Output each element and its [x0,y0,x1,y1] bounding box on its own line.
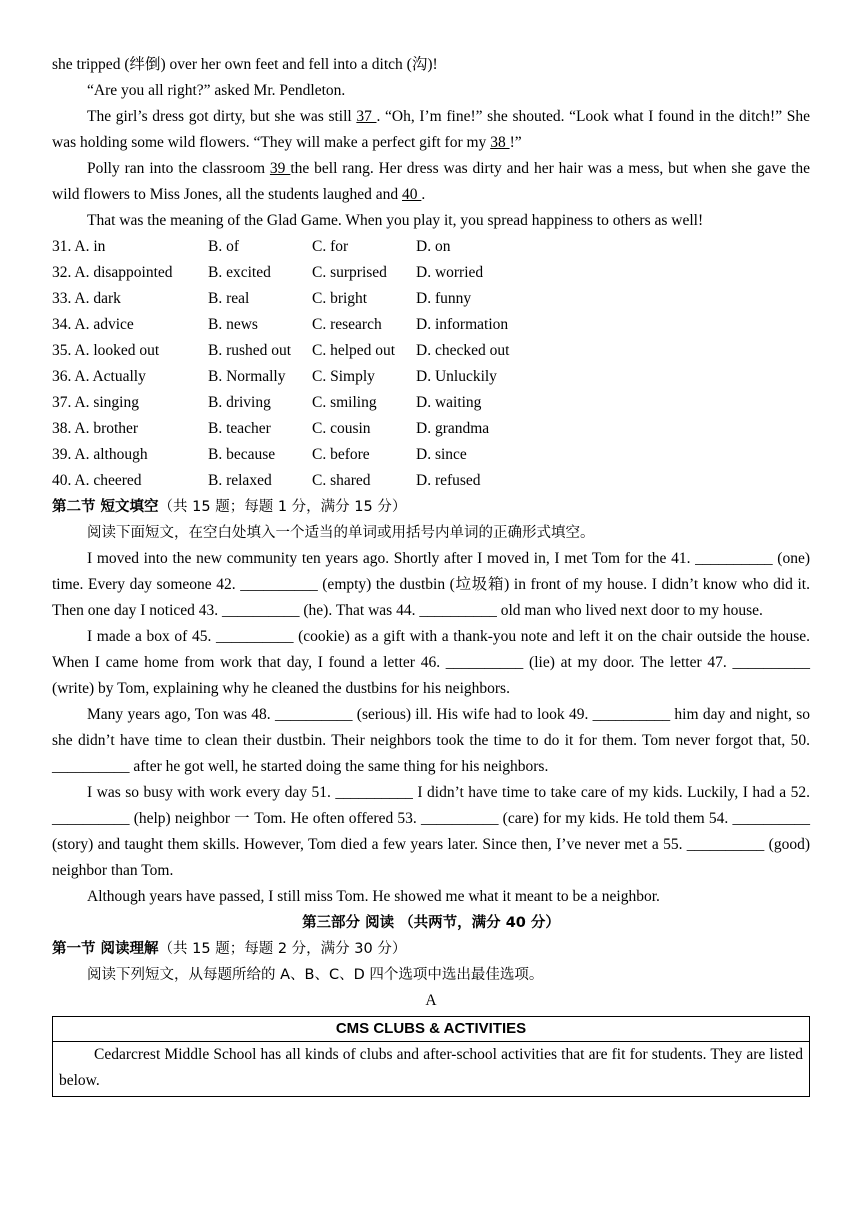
option: D. on [416,238,451,255]
clubs-table-intro: Cedarcrest Middle School has all kinds of clubs and after-school activities that are fit for students. They are listed below. [53,1042,810,1097]
option: C. helped out [312,342,396,359]
option: D. waiting [416,394,482,411]
section-note: （共 15 题；每题 2 分，满分 30 分） [158,941,407,957]
option: 35. A. looked out [52,342,160,359]
story-text: . “Oh, I’m fine!” she shouted. “Look what I found in the ditch!” She was holding some wild flowers. “They will make a perfect gift for my [52,108,810,151]
cloze-paragraph-1: I moved into the new community ten years ago. Shortly after I moved in, I met Tom for the 41. __________ (one) time. Every day someone 42. __________ (empty) the dustbin (垃圾箱) in front of my house. I didn’t know who did it. Then one day I noticed 43. __________ (he). That was 44. __________ old man who lived next door to my house. [52,550,810,619]
section-2-instruction: 阅读下面短文，在空白处填入一个适当的单词或用括号内单词的正确形式填空。 [87,525,595,541]
option-row-32 [52,260,810,286]
option: C. Simply [312,368,375,385]
option-row-38 [52,416,810,442]
option: D. since [416,446,467,463]
story-text: The girl’s dress got dirty, but she was still [87,108,357,125]
option-row-34 [52,312,810,338]
story-line-1: she tripped (绊倒) over her own feet and fell into a ditch (沟)! [52,56,438,73]
blank-37: 37 [356,108,377,125]
option: C. for [312,238,349,255]
option: B. rushed out [208,342,292,359]
option: B. of [208,238,239,255]
option: C. bright [312,290,368,307]
option: 37. A. singing [52,394,139,411]
option: C. smiling [312,394,377,411]
option: B. real [208,290,250,307]
option-row-40 [52,468,810,494]
blank-39: 39 [269,160,291,177]
option: C. cousin [312,420,371,437]
cloze-paragraph-4: I was so busy with work every day 51. __________ I didn’t have time to take care of my kids. Luckily, I had a 52. __________ (help) neighbor 一 Tom. He often offered 53. __________ (care) for my kids. He told them 54. __________ (story) and taught them skills. However, Tom died a few years later. Since then, I’ve never met a 55. __________ (good) neighbor than Tom. [52,784,810,879]
cloze-paragraph-3: Many years ago, Ton was 48. __________ (serious) ill. His wife had to look 49. __________ him day and night, so she didn’t have time to clean their dustbin. Their neighbors took the time to do it for them. Tom never forgot that, 50. __________ after he got well, he started doing the same thing for his neighbors. [52,706,810,775]
option: B. Normally [208,368,286,385]
option-row-33 [52,286,810,312]
section-title: 第二节 短文填空 [52,499,159,515]
passage-label: A [425,992,437,1009]
cloze-paragraph-5: Although years have passed, I still miss Tom. He showed me what it meant to be a neighbor. [87,888,660,905]
option: 32. A. disappointed [52,264,173,281]
story-text: !” [509,134,522,151]
option: D. Unluckily [416,368,497,385]
section-note: （共 15 题；每题 1 分，满分 15 分） [158,499,407,515]
option: B. excited [208,264,271,281]
option-row-36 [52,364,810,390]
blank-38: 38 [490,134,510,151]
story-paragraph-3 [52,104,810,156]
option: 36. A. Actually [52,368,146,385]
option: D. worried [416,264,484,281]
option: 40. A. cheered [52,472,142,489]
clubs-table-title: CMS CLUBS & ACTIVITIES [53,1017,810,1042]
story-text: Polly ran into the classroom [87,160,270,177]
option-row-31 [52,234,810,260]
story-paragraph-5: That was the meaning of the Glad Game. When you play it, you spread happiness to others as well! [87,212,704,229]
section-2-heading [52,494,810,520]
exam-page [52,52,810,1097]
option: B. because [208,446,276,463]
option: D. checked out [416,342,510,359]
blank-40: 40 [402,186,422,203]
option-row-35 [52,338,810,364]
option: 34. A. advice [52,316,134,333]
option: C. surprised [312,264,387,281]
story-text: the bell rang. Her dress was dirty and her hair was a mess, but when she gave the wild flowers to Miss Jones, all the students laughed and [52,160,811,203]
option: D. funny [416,290,472,307]
section-title: 第一节 阅读理解 [52,941,159,957]
option: C. shared [312,472,371,489]
story-text: . [421,186,426,203]
part-3-heading: 第三部分 阅读 （共两节，满分 40 分） [302,915,560,931]
option: 33. A. dark [52,290,121,307]
option: 39. A. although [52,446,148,463]
option: B. relaxed [208,472,272,489]
clubs-table [52,1016,810,1097]
cloze-paragraph-2: I made a box of 45. __________ (cookie) as a gift with a thank-you note and left it on the chair outside the house. When I came home from work that day, I found a letter 46. __________ (lie) at my door. The letter 47. __________ (write) by Tom, explaining why he cleaned the dustbins for his neighbors. [52,628,810,697]
option: B. driving [208,394,271,411]
option: D. grandma [416,420,490,437]
reading-instruction: 阅读下列短文，从每题所给的 A、B、C、D 四个选项中选出最佳选项。 [87,967,544,983]
option: C. before [312,446,370,463]
answer-options [52,234,810,494]
option: 31. A. in [52,238,106,255]
story-line-2: “Are you all right?” asked Mr. Pendleton. [87,82,346,99]
option: B. news [208,316,258,333]
story-paragraph-4 [52,156,810,208]
option-row-39 [52,442,810,468]
option: D. information [416,316,509,333]
part-3-section-1-heading [52,936,810,962]
option-row-37 [52,390,810,416]
option: 38. A. brother [52,420,139,437]
option: C. research [312,316,382,333]
option: D. refused [416,472,481,489]
option: B. teacher [208,420,271,437]
